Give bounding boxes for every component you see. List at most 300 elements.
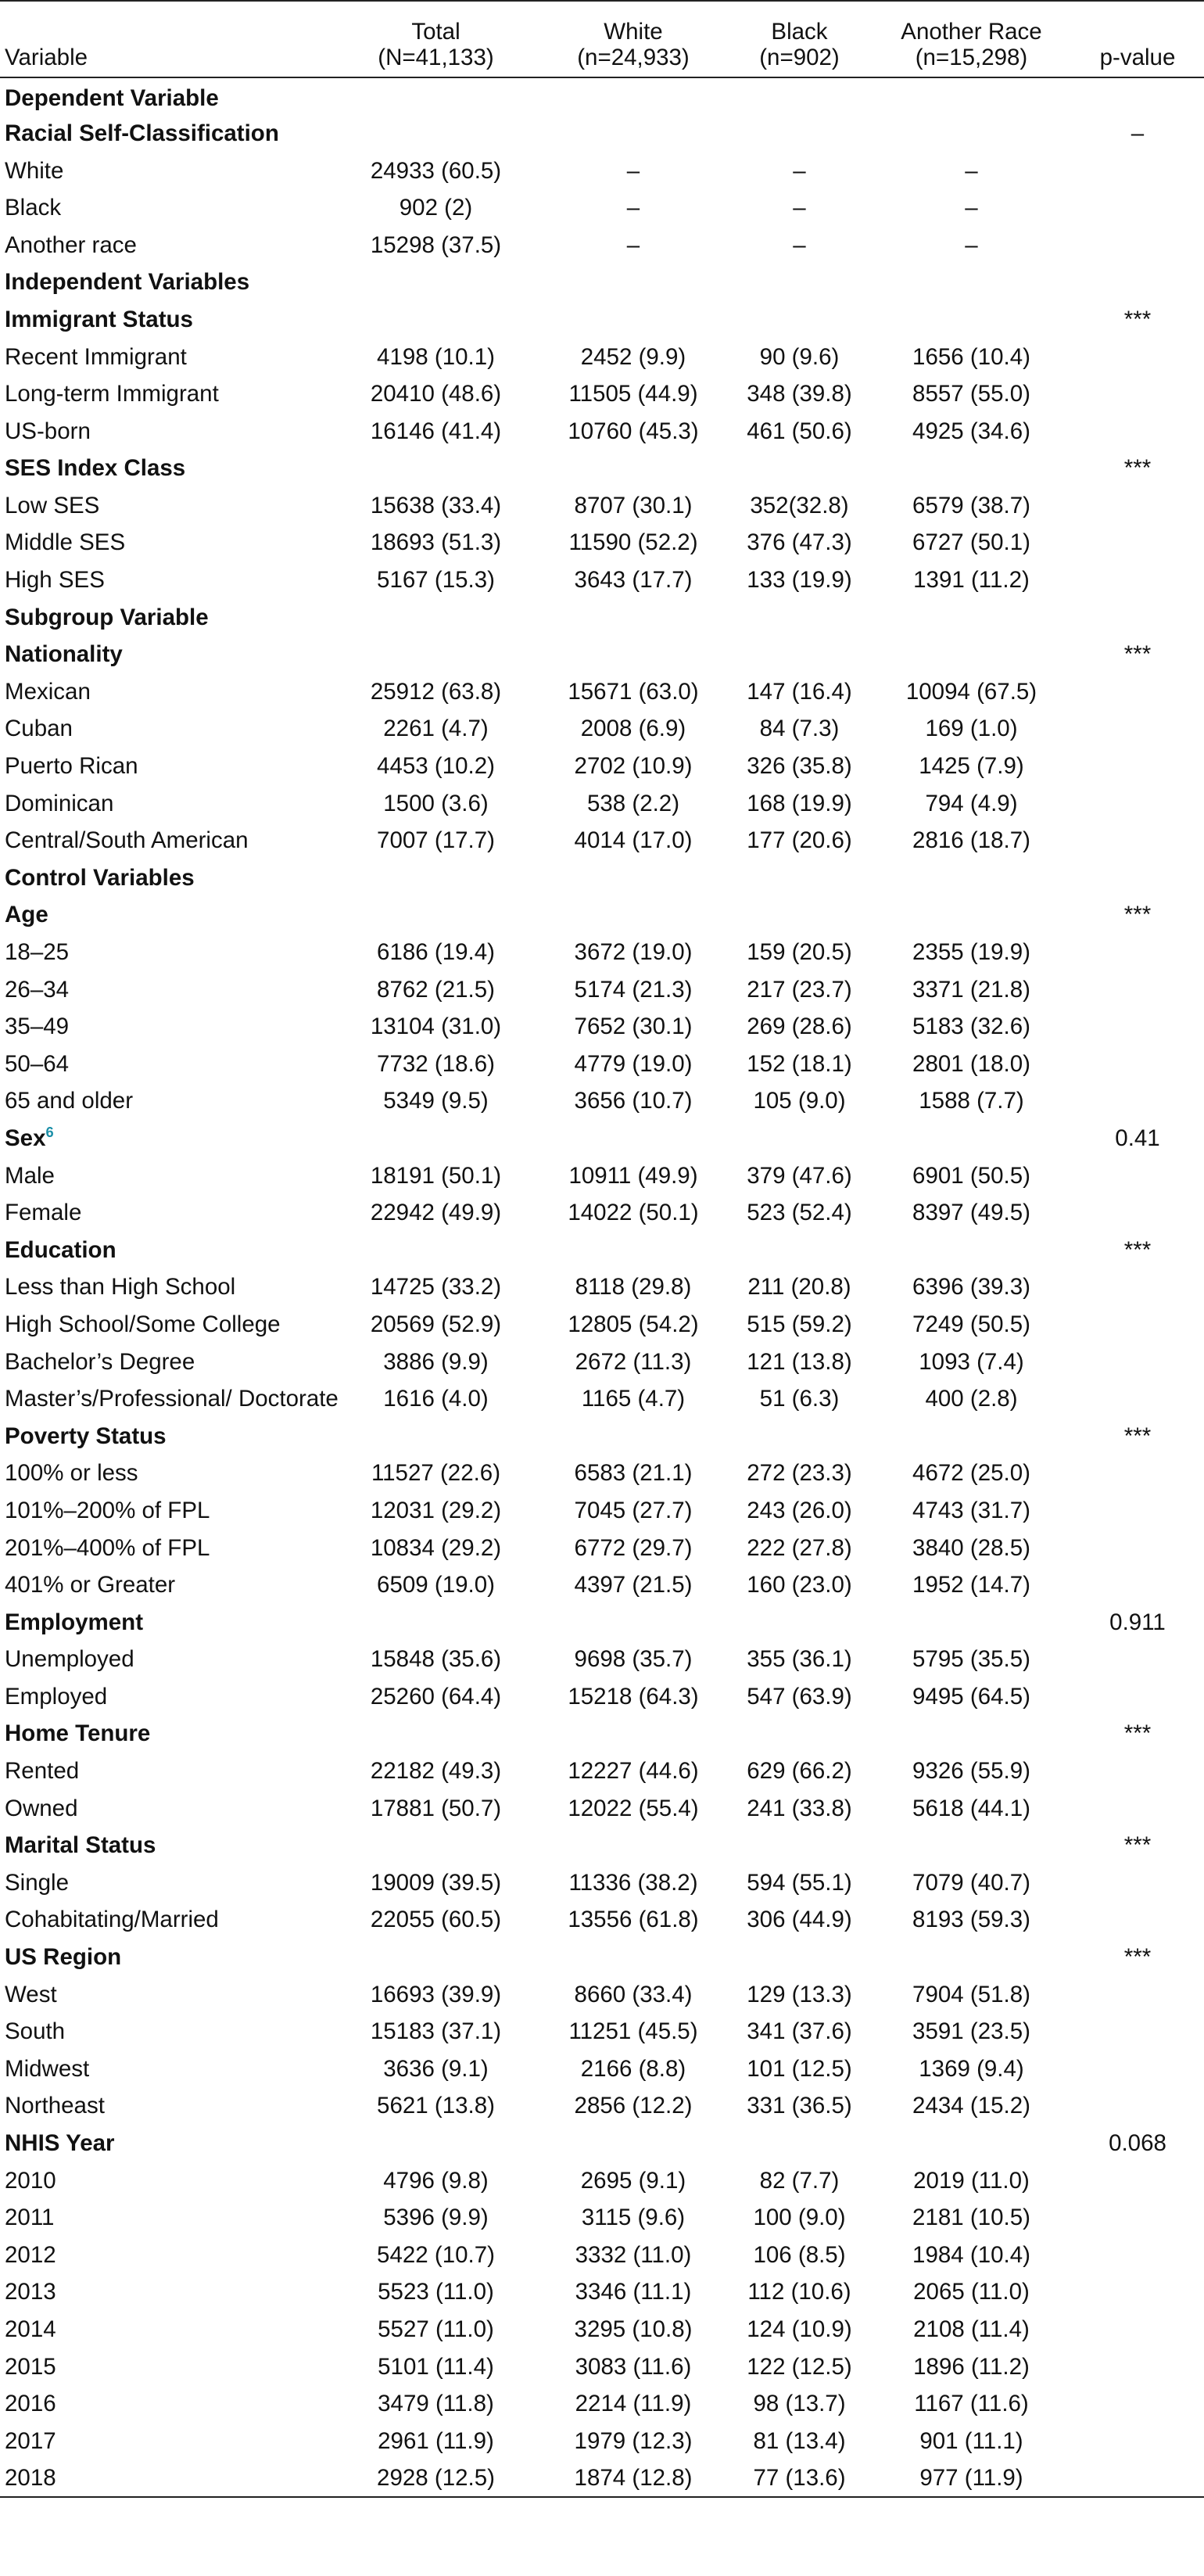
cell-p-value bbox=[1071, 1864, 1204, 1902]
cell-black: 159 (20.5) bbox=[747, 939, 852, 965]
table-row bbox=[0, 1492, 1204, 1530]
cell-white bbox=[539, 1231, 727, 1268]
cell-another-race: 8193 (59.3) bbox=[912, 1907, 1030, 1933]
cell-p-value bbox=[1071, 77, 1204, 115]
cell-white: 6772 (29.7) bbox=[574, 1534, 693, 1561]
cell-total: 1500 (3.6) bbox=[383, 790, 489, 816]
cell-variable: Black bbox=[5, 195, 62, 221]
header-total bbox=[332, 1, 539, 77]
cell-black bbox=[727, 598, 872, 636]
cell-total: 5167 (15.3) bbox=[377, 567, 495, 594]
table-row bbox=[0, 524, 1204, 561]
cell-white bbox=[539, 859, 727, 897]
cell-p-value bbox=[1071, 2422, 1204, 2459]
cell-total: 5101 (11.4) bbox=[378, 2353, 494, 2380]
table-row bbox=[0, 822, 1204, 859]
table-row bbox=[0, 375, 1204, 413]
cell-p-value bbox=[1071, 1046, 1204, 1083]
cell-total: 18693 (51.3) bbox=[370, 529, 502, 556]
cell-another-race bbox=[872, 264, 1071, 301]
cell-white: 15671 (63.0) bbox=[568, 678, 699, 705]
cell-p-value bbox=[1071, 2459, 1204, 2497]
cell-white: 6583 (21.1) bbox=[574, 1460, 693, 1487]
cell-variable: Another race bbox=[5, 231, 137, 258]
cell-total: 24933 (60.5) bbox=[370, 157, 502, 184]
cell-p-value: *** bbox=[1123, 902, 1152, 928]
cell-black bbox=[727, 264, 872, 301]
cell-p-value bbox=[1071, 2385, 1204, 2423]
header-another-race-label: Another Race bbox=[901, 19, 1042, 45]
cell-total: 15183 (37.1) bbox=[370, 2018, 502, 2045]
cell-white bbox=[539, 77, 727, 115]
cell-black: 341 (37.6) bbox=[747, 2018, 852, 2045]
cell-another-race: 2065 (11.0) bbox=[913, 2279, 1030, 2305]
cell-total bbox=[332, 598, 539, 636]
cell-another-race: 9495 (64.5) bbox=[912, 1683, 1030, 1710]
cell-white: 3346 (11.1) bbox=[575, 2279, 692, 2305]
table-row bbox=[0, 487, 1204, 525]
cell-black: 124 (10.9) bbox=[747, 2316, 852, 2342]
cell-variable: Dominican bbox=[5, 790, 114, 816]
cell-another-race: 8557 (55.0) bbox=[912, 381, 1030, 407]
cell-total: 22182 (49.3) bbox=[370, 1758, 502, 1785]
cell-white: 2695 (9.1) bbox=[580, 2167, 686, 2194]
cell-variable: 2015 bbox=[5, 2353, 56, 2380]
cell-total: 25912 (63.8) bbox=[370, 678, 502, 705]
cell-black bbox=[727, 2125, 872, 2162]
cell-black bbox=[727, 1939, 872, 1976]
cell-p-value bbox=[1071, 2050, 1204, 2088]
cell-another-race: 6901 (50.5) bbox=[912, 1162, 1030, 1189]
cell-total: 15298 (37.5) bbox=[370, 231, 502, 258]
cell-variable: Racial Self-Classification bbox=[5, 120, 279, 146]
cell-black: 629 (66.2) bbox=[747, 1758, 852, 1785]
cell-white: 2166 (8.8) bbox=[580, 2055, 686, 2082]
cell-variable: Employed bbox=[5, 1683, 108, 1710]
cell-black bbox=[727, 1827, 872, 1864]
group-header-row bbox=[0, 896, 1204, 934]
cell-p-value bbox=[1071, 1753, 1204, 1790]
cell-white bbox=[539, 1827, 727, 1864]
cell-white: 8707 (30.1) bbox=[574, 492, 693, 518]
cell-total: 2928 (12.5) bbox=[332, 2459, 539, 2497]
table-row bbox=[0, 1306, 1204, 1344]
cell-black: 77 (13.6) bbox=[727, 2459, 872, 2497]
table-row bbox=[0, 748, 1204, 785]
cell-another-race: 3371 (21.8) bbox=[912, 976, 1030, 1003]
cell-white bbox=[539, 301, 727, 339]
table-row bbox=[0, 1268, 1204, 1306]
cell-p-value bbox=[1071, 748, 1204, 785]
cell-black: 101 (12.5) bbox=[747, 2055, 852, 2082]
cell-variable: Puerto Rican bbox=[5, 753, 138, 780]
cell-white: 1165 (4.7) bbox=[581, 1386, 686, 1412]
cell-black: 515 (59.2) bbox=[747, 1311, 852, 1337]
table-row bbox=[0, 1082, 1204, 1120]
section-header-row bbox=[0, 598, 1204, 636]
cell-black: 90 (9.6) bbox=[759, 343, 840, 370]
cell-total: 15638 (33.4) bbox=[370, 492, 502, 518]
table-row bbox=[0, 1380, 1204, 1418]
table-row bbox=[0, 2199, 1204, 2237]
table-row bbox=[0, 2237, 1204, 2274]
cell-variable: Male bbox=[5, 1162, 55, 1189]
header-total-n: (N=41,133) bbox=[378, 45, 494, 71]
cell-white: 3656 (10.7) bbox=[574, 1088, 693, 1114]
cell-another-race: 1588 (7.7) bbox=[919, 1088, 1024, 1114]
cell-white bbox=[539, 1120, 727, 1157]
cell-p-value: *** bbox=[1123, 1832, 1152, 1859]
cell-another-race bbox=[872, 1939, 1071, 1976]
cell-total bbox=[332, 636, 539, 673]
cell-p-value bbox=[1071, 561, 1204, 599]
cell-black: 84 (7.3) bbox=[759, 716, 840, 742]
cell-white: 12022 (55.4) bbox=[568, 1795, 699, 1821]
cell-total: 8762 (21.5) bbox=[377, 976, 495, 1003]
cell-p-value: *** bbox=[1123, 1423, 1152, 1449]
cell-p-value bbox=[1071, 1678, 1204, 1716]
cell-p-value: *** bbox=[1123, 1944, 1152, 1971]
group-header-row bbox=[0, 1603, 1204, 1641]
cell-variable: Cohabitating/Married bbox=[5, 1907, 219, 1933]
cell-white: 4397 (21.5) bbox=[574, 1572, 693, 1598]
cell-another-race bbox=[872, 1417, 1071, 1455]
cell-black: 523 (52.4) bbox=[747, 1200, 852, 1226]
cell-white bbox=[539, 636, 727, 673]
table-row bbox=[0, 1789, 1204, 1827]
cell-variable: Marital Status bbox=[5, 1832, 156, 1859]
cell-white bbox=[539, 1939, 727, 1976]
cell-white bbox=[539, 1603, 727, 1641]
cell-variable: 26–34 bbox=[5, 976, 70, 1003]
cell-black: 106 (8.5) bbox=[753, 2241, 846, 2268]
cell-another-race: 5618 (44.1) bbox=[912, 1795, 1030, 1821]
cell-total: 5422 (10.7) bbox=[377, 2241, 495, 2268]
cell-another-race: 901 (11.1) bbox=[919, 2427, 1023, 2454]
cell-another-race: 1656 (10.4) bbox=[912, 343, 1030, 370]
cell-total: 5621 (13.8) bbox=[377, 2093, 495, 2119]
cell-another-race bbox=[872, 1231, 1071, 1268]
cell-black bbox=[727, 636, 872, 673]
cell-black: 98 (13.7) bbox=[753, 2391, 846, 2417]
cell-variable: 50–64 bbox=[5, 1050, 70, 1077]
cell-another-race: 4743 (31.7) bbox=[912, 1497, 1030, 1523]
cell-total: 6509 (19.0) bbox=[377, 1572, 495, 1598]
cell-variable: Age bbox=[5, 902, 48, 928]
cell-total: 22055 (60.5) bbox=[370, 1907, 502, 1933]
cell-white bbox=[539, 896, 727, 934]
cell-white: 14022 (50.1) bbox=[568, 1200, 699, 1226]
cell-black: 211 (20.8) bbox=[747, 1274, 851, 1301]
table-row bbox=[0, 1008, 1204, 1046]
cell-total bbox=[332, 2125, 539, 2162]
cell-variable: Owned bbox=[5, 1795, 78, 1821]
cell-p-value bbox=[1071, 673, 1204, 711]
cell-total bbox=[332, 1715, 539, 1753]
table-row bbox=[0, 1157, 1204, 1194]
cell-variable: Recent Immigrant bbox=[5, 343, 187, 370]
cell-p-value bbox=[1071, 152, 1204, 189]
cell-white bbox=[539, 1417, 727, 1455]
cell-variable: Female bbox=[5, 1200, 82, 1226]
cell-another-race bbox=[872, 1120, 1071, 1157]
table-row bbox=[0, 2422, 1204, 2459]
cell-another-race bbox=[872, 77, 1071, 115]
cell-total: 2261 (4.7) bbox=[383, 716, 489, 742]
cell-white: – bbox=[626, 195, 640, 221]
cell-white: 3083 (11.6) bbox=[575, 2353, 692, 2380]
cell-variable: 2011 bbox=[5, 2205, 55, 2231]
table-body bbox=[0, 77, 1204, 2497]
cell-total: 4198 (10.1) bbox=[377, 343, 495, 370]
group-header-row bbox=[0, 1231, 1204, 1268]
cell-p-value bbox=[1071, 412, 1204, 450]
cell-another-race bbox=[872, 1715, 1071, 1753]
cell-variable: Education bbox=[5, 1236, 116, 1263]
cell-variable: 401% or Greater bbox=[5, 1572, 176, 1598]
cell-p-value bbox=[1071, 2013, 1204, 2050]
footnote-marker[interactable]: 6 bbox=[45, 1124, 54, 1141]
cell-another-race: 2108 (11.4) bbox=[913, 2316, 1030, 2342]
cell-white: 7652 (30.1) bbox=[574, 1014, 693, 1040]
group-header-row bbox=[0, 1939, 1204, 1976]
cell-another-race: 7249 (50.5) bbox=[912, 1311, 1030, 1337]
group-header-row bbox=[0, 2125, 1204, 2162]
cell-p-value bbox=[1071, 2199, 1204, 2237]
cell-total: 902 (2) bbox=[399, 195, 473, 221]
cell-white: 3115 (9.6) bbox=[581, 2205, 686, 2231]
cell-black: 122 (12.5) bbox=[747, 2353, 852, 2380]
cell-another-race: 400 (2.8) bbox=[925, 1386, 1018, 1412]
cell-white bbox=[539, 1715, 727, 1753]
cell-p-value bbox=[1071, 2311, 1204, 2348]
section-header-row bbox=[0, 859, 1204, 897]
cell-black bbox=[727, 115, 872, 152]
table-row bbox=[0, 2385, 1204, 2423]
group-header-row bbox=[0, 1715, 1204, 1753]
cell-p-value bbox=[1071, 822, 1204, 859]
cell-variable: Subgroup Variable bbox=[5, 604, 209, 630]
group-header-row bbox=[0, 636, 1204, 673]
table-row bbox=[0, 1864, 1204, 1902]
cell-variable: Bachelor’s Degree bbox=[5, 1348, 195, 1375]
cell-another-race bbox=[872, 1827, 1071, 1864]
cell-p-value bbox=[1071, 1343, 1204, 1380]
cell-variable: 65 and older bbox=[5, 1088, 134, 1114]
cell-p-value bbox=[1071, 784, 1204, 822]
cell-white: 13556 (61.8) bbox=[568, 1907, 699, 1933]
cell-another-race: 2181 (10.5) bbox=[912, 2205, 1030, 2231]
header-black-label: Black bbox=[771, 19, 828, 45]
cell-variable: Immigrant Status bbox=[5, 306, 193, 332]
cell-black: 241 (33.8) bbox=[747, 1795, 852, 1821]
header-total-label: Total bbox=[411, 19, 460, 45]
cell-total: 18191 (50.1) bbox=[370, 1162, 502, 1189]
cell-black bbox=[727, 859, 872, 897]
cell-variable: 2016 bbox=[5, 2391, 56, 2417]
cell-another-race: 5795 (35.5) bbox=[912, 1646, 1030, 1673]
cell-total: 11527 (22.6) bbox=[371, 1460, 501, 1487]
cell-variable: 35–49 bbox=[5, 1014, 70, 1040]
cell-variable: 2018 bbox=[0, 2459, 332, 2497]
table-row bbox=[0, 2273, 1204, 2311]
cell-another-race: 3840 (28.5) bbox=[912, 1534, 1030, 1561]
cell-total bbox=[332, 450, 539, 487]
cell-white bbox=[539, 115, 727, 152]
cell-total: 15848 (35.6) bbox=[370, 1646, 502, 1673]
cell-white: 11336 (38.2) bbox=[568, 1869, 698, 1896]
cell-black: 217 (23.7) bbox=[747, 976, 852, 1003]
cell-total: 22942 (49.9) bbox=[370, 1200, 502, 1226]
cell-white: 538 (2.2) bbox=[586, 790, 680, 816]
cell-total bbox=[332, 859, 539, 897]
cell-p-value: – bbox=[1131, 120, 1145, 146]
cell-variable: West bbox=[5, 1981, 57, 2007]
cell-total: 16146 (41.4) bbox=[370, 418, 502, 444]
cell-total: 3636 (9.1) bbox=[383, 2055, 489, 2082]
table-row bbox=[0, 1901, 1204, 1939]
cell-black bbox=[727, 1603, 872, 1641]
table-row bbox=[0, 2050, 1204, 2088]
cell-white: 2452 (9.9) bbox=[580, 343, 686, 370]
cell-variable: Employment bbox=[5, 1609, 144, 1635]
cell-another-race: 1952 (14.7) bbox=[912, 1572, 1030, 1598]
cell-p-value: *** bbox=[1123, 455, 1152, 482]
cell-p-value bbox=[1071, 970, 1204, 1008]
cell-black bbox=[727, 301, 872, 339]
cell-p-value bbox=[1071, 375, 1204, 413]
cell-black: – bbox=[793, 231, 806, 258]
cell-black bbox=[727, 1120, 872, 1157]
cell-another-race: 169 (1.0) bbox=[925, 716, 1018, 742]
cell-variable bbox=[0, 1120, 332, 1157]
cell-another-race bbox=[872, 896, 1071, 934]
cell-white: 12805 (54.2) bbox=[568, 1311, 699, 1337]
cell-p-value bbox=[1071, 1157, 1204, 1194]
cell-p-value bbox=[1071, 859, 1204, 897]
cell-white: 1979 (12.3) bbox=[574, 2427, 693, 2454]
cell-total: 14725 (33.2) bbox=[370, 1274, 502, 1301]
cell-total: 7732 (18.6) bbox=[377, 1050, 495, 1077]
table-row bbox=[0, 2311, 1204, 2348]
cell-total bbox=[332, 77, 539, 115]
cell-total bbox=[332, 1603, 539, 1641]
section-header-row bbox=[0, 77, 1204, 115]
cell-total: 3479 (11.8) bbox=[378, 2391, 494, 2417]
cell-black: 222 (27.8) bbox=[747, 1534, 852, 1561]
cell-p-value bbox=[1071, 264, 1204, 301]
table-row bbox=[0, 2348, 1204, 2385]
cell-total: 6186 (19.4) bbox=[377, 939, 495, 965]
cell-black: 51 (6.3) bbox=[759, 1386, 840, 1412]
cell-variable: Rented bbox=[5, 1758, 80, 1785]
cell-another-race: 1391 (11.2) bbox=[913, 567, 1030, 594]
cell-variable: Single bbox=[5, 1869, 70, 1896]
cell-another-race: 2434 (15.2) bbox=[912, 2093, 1030, 2119]
cell-p-value bbox=[1071, 2237, 1204, 2274]
cell-white: 2856 (12.2) bbox=[574, 2093, 693, 2119]
cell-another-race: 7904 (51.8) bbox=[912, 1981, 1030, 2007]
section-header-row bbox=[0, 264, 1204, 301]
cell-p-value bbox=[1071, 1566, 1204, 1604]
table-row bbox=[0, 226, 1204, 264]
table-row bbox=[0, 1529, 1204, 1566]
cell-total bbox=[332, 1939, 539, 1976]
cell-black: 352(32.8) bbox=[750, 492, 849, 518]
cell-black: – bbox=[793, 157, 806, 184]
header-white-label: White bbox=[604, 19, 663, 45]
cell-black: 168 (19.9) bbox=[747, 790, 852, 816]
cell-white: 7045 (27.7) bbox=[574, 1497, 693, 1523]
cell-another-race: 794 (4.9) bbox=[925, 790, 1018, 816]
cell-another-race: 6579 (38.7) bbox=[912, 492, 1030, 518]
cell-white: – bbox=[626, 231, 640, 258]
cell-white bbox=[539, 264, 727, 301]
table-row bbox=[0, 1641, 1204, 1678]
cell-p-value bbox=[1071, 1529, 1204, 1566]
header-black bbox=[727, 1, 872, 77]
cell-p-value: *** bbox=[1123, 1720, 1152, 1747]
cell-white: 3295 (10.8) bbox=[574, 2316, 693, 2342]
cell-another-race: 4925 (34.6) bbox=[912, 418, 1030, 444]
header-another-race bbox=[872, 1, 1071, 77]
cell-black: 129 (13.3) bbox=[747, 1981, 852, 2007]
header-another-race-n: (n=15,298) bbox=[915, 45, 1028, 71]
cell-black: 133 (19.9) bbox=[747, 567, 852, 594]
header-variable: Variable bbox=[0, 1, 332, 77]
cell-black: 272 (23.3) bbox=[747, 1460, 852, 1487]
cell-total: 3886 (9.9) bbox=[383, 1348, 489, 1375]
cell-another-race: 5183 (32.6) bbox=[912, 1014, 1030, 1040]
cell-black bbox=[727, 1417, 872, 1455]
row-label: Sex bbox=[5, 1125, 46, 1151]
cell-another-race bbox=[872, 636, 1071, 673]
cell-variable: 2014 bbox=[5, 2316, 56, 2342]
cell-white: 10760 (45.3) bbox=[568, 418, 699, 444]
cell-total bbox=[332, 264, 539, 301]
cell-variable: Central/South American bbox=[5, 827, 249, 854]
cell-p-value bbox=[1071, 1380, 1204, 1418]
cell-total: 4796 (9.8) bbox=[383, 2167, 489, 2194]
table-row bbox=[0, 2162, 1204, 2199]
cell-variable: SES Index Class bbox=[5, 455, 186, 482]
cell-white: – bbox=[626, 157, 640, 184]
cell-p-value bbox=[1071, 598, 1204, 636]
group-header-row bbox=[0, 1120, 1204, 1157]
cell-black: 147 (16.4) bbox=[747, 678, 852, 705]
cell-total: 7007 (17.7) bbox=[377, 827, 495, 854]
cell-another-race bbox=[872, 1603, 1071, 1641]
cell-p-value: 0.068 bbox=[1109, 2130, 1166, 2156]
cell-p-value bbox=[1071, 189, 1204, 227]
table-row bbox=[0, 1566, 1204, 1604]
cell-p-value bbox=[1071, 1268, 1204, 1306]
cell-black bbox=[727, 450, 872, 487]
table-row bbox=[0, 412, 1204, 450]
cell-p-value: 0.911 bbox=[1109, 1609, 1166, 1635]
cell-variable: Unemployed bbox=[5, 1646, 134, 1673]
cell-another-race: 6396 (39.3) bbox=[912, 1274, 1030, 1301]
table-row bbox=[0, 1046, 1204, 1083]
table-row bbox=[0, 338, 1204, 375]
cell-another-race: 8397 (49.5) bbox=[912, 1200, 1030, 1226]
cell-total: 17881 (50.7) bbox=[370, 1795, 502, 1821]
cell-black: 152 (18.1) bbox=[747, 1050, 852, 1077]
cell-another-race: 2355 (19.9) bbox=[912, 939, 1030, 965]
table-row bbox=[0, 1343, 1204, 1380]
cell-another-race: 1167 (11.6) bbox=[914, 2391, 1029, 2417]
cell-black: 243 (26.0) bbox=[747, 1497, 852, 1523]
